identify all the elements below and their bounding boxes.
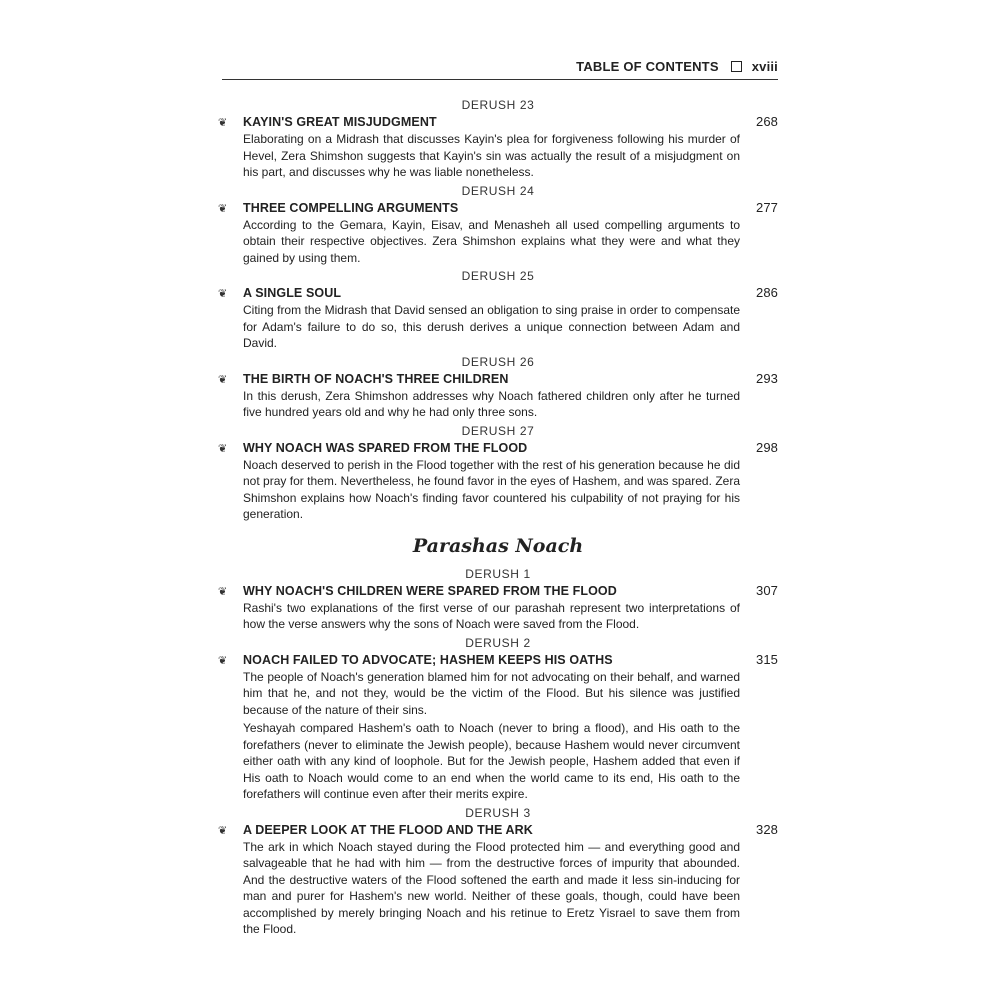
- entry-description: Rashi's two explanations of the first verse of our parashah represent two interpretations of how the verse answers why the sons of Noach were saved from the Flood.: [243, 600, 740, 631]
- derush-label: DERUSH 24: [461, 183, 535, 198]
- ornament-icon: ❦: [218, 585, 228, 598]
- derush-label: DERUSH 3: [465, 805, 531, 820]
- ornament-icon: ❦: [218, 117, 228, 129]
- derush-label: DERUSH 27: [461, 423, 535, 438]
- entry-heading: [218, 440, 778, 455]
- entry-heading: [218, 200, 778, 215]
- entry-title: WHY NOACH WAS SPARED FROM THE FLOOD: [243, 440, 528, 455]
- derush-label: DERUSH 26: [461, 354, 535, 369]
- entry-title: NOACH FAILED TO ADVOCATE; HASHEM KEEPS HIS OATHS: [243, 652, 613, 667]
- toc-entry: [218, 636, 778, 803]
- entry-title: KAYIN'S GREAT MISJUDGMENT: [243, 115, 437, 129]
- entry-description: Elaborating on a Midrash that discusses Kayin's plea for forgiveness following his murder of Hevel, Zera Shimshon suggests that Kayin's sin was actually the result of a misjudgment on his part, and discusses why he was liable nonetheless.: [243, 132, 740, 179]
- entry-title: THE BIRTH OF NOACH'S THREE CHILDREN: [243, 371, 509, 386]
- ornament-icon: ❦: [218, 288, 228, 300]
- entry-description: In this derush, Zera Shimshon addresses why Noach fathered children only after he turned five hundred years old and why he had only three sons.: [243, 388, 740, 419]
- toc-entry: [218, 806, 778, 938]
- ornament-icon: ❦: [218, 202, 228, 215]
- box-icon: [731, 61, 742, 72]
- toc-entry: [218, 355, 778, 421]
- toc-entry: [218, 98, 778, 181]
- derush-label: DERUSH 1: [465, 566, 531, 581]
- entry-heading: [218, 114, 778, 129]
- header-rule: [222, 79, 778, 80]
- section-title: Parashas Noach: [412, 534, 584, 557]
- entry-description: Noach deserved to perish in the Flood together with the rest of his generation because he did not pray for them. Nevertheless, he found favor in the eyes of Hashem, and was spared. Zera Shimshon explains how Noach's finding favor countered his culpability of not praying for his generation.: [243, 457, 740, 521]
- entry-description: The people of Noach's generation blamed him for not advocating on their behalf, and warned him that he, and not they, would be the victim of the Flood. But his silence was justified because of the nature of their sins.: [243, 669, 740, 717]
- entry-page-number: 328: [756, 821, 778, 837]
- entry-description: Citing from the Midrash that David sensed an obligation to sing praise in order to compensate for Adam's failure to do so, this derush derives a unique connection between Adam and David.: [243, 303, 740, 350]
- entry-page-number: 307: [756, 582, 778, 598]
- derush-label: DERUSH 2: [465, 635, 531, 650]
- entry-heading: [218, 583, 778, 598]
- running-header: [222, 59, 778, 74]
- entry-description: The ark in which Noach stayed during the Flood protected him — and everything good and salvageable that he had with him — from the destructive forces of impurity that abounded. And the destructive waters of the Flood softened the earth and made it less sin-inducing for man and purer for Hashem's new world. Neither of these goals, though, could have been accomplished by merely bringing Noach and his retinue to Eretz Yisrael to save them from the Flood.: [243, 839, 740, 936]
- ornament-icon: ❦: [218, 373, 228, 386]
- ornament-icon: ❦: [218, 654, 228, 667]
- entry-page-number: 293: [756, 370, 778, 386]
- entry-title: WHY NOACH'S CHILDREN WERE SPARED FROM THE FLOOD: [243, 583, 617, 598]
- entry-description-continued: Yeshayah compared Hashem's oath to Noach (never to bring a flood), and His oath to the forefathers (never to eliminate the Jewish people), because Hashem would never circumvent either oath with any kind of loophole. But for the Jewish people, Hashem added that even if His oath to Noach would come to an end when the world came to its end, His oath to the forefathers will continue even after their merits expire.: [243, 721, 740, 801]
- header-title: TABLE OF CONTENTS: [576, 59, 719, 74]
- entry-page-number: 298: [756, 439, 778, 455]
- toc-content: [218, 95, 778, 941]
- toc-entry: [218, 567, 778, 633]
- entry-heading: [218, 822, 778, 837]
- toc-entry: [218, 269, 778, 352]
- derush-label: DERUSH 23: [461, 98, 535, 112]
- derush-label: DERUSH 25: [461, 269, 535, 283]
- entry-title: THREE COMPELLING ARGUMENTS: [243, 200, 459, 215]
- entry-title: A DEEPER LOOK AT THE FLOOD AND THE ARK: [243, 822, 533, 837]
- header-page-number: xviii: [751, 59, 778, 74]
- entry-page-number: 315: [756, 651, 778, 667]
- ornament-icon: ❦: [218, 442, 228, 455]
- entry-title: A SINGLE SOUL: [243, 286, 342, 300]
- entry-heading: [218, 371, 778, 386]
- entry-heading: [218, 652, 778, 667]
- entry-page-number: 268: [756, 114, 778, 129]
- entry-page-number: 277: [756, 199, 778, 215]
- toc-entry: [218, 424, 778, 523]
- toc-entry: [218, 184, 778, 267]
- entry-description: According to the Gemara, Kayin, Eisav, and Menasheh all used compelling arguments to obtain their respective objectives. Zera Shimshon explains what they were and what they gained by using them.: [243, 217, 740, 265]
- ornament-icon: ❦: [218, 824, 228, 837]
- entry-heading: [218, 285, 778, 300]
- entry-page-number: 286: [756, 285, 778, 300]
